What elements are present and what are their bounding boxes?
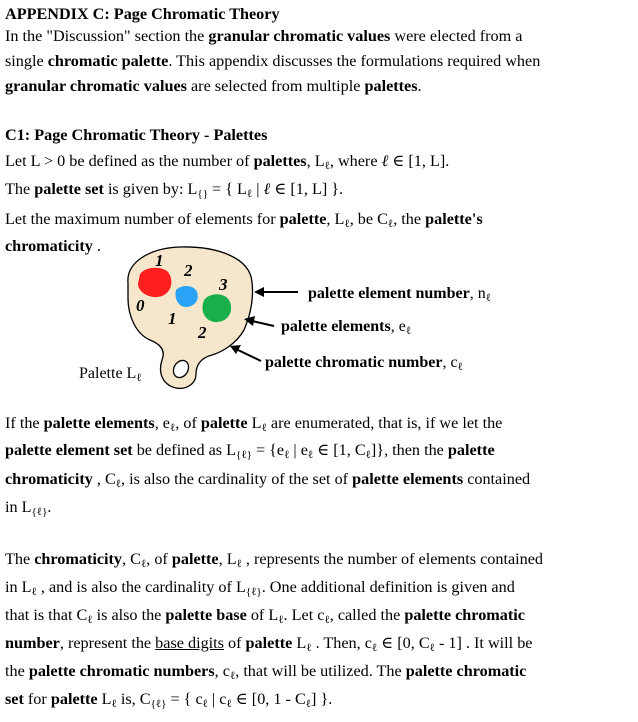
intro-line-2: single chromatic palette. This appendix discusses the formulations required when — [5, 52, 541, 70]
para3-line-1: The chromaticity, $C_\ell$, of palette, $L_\ell$ , represents the number of elements contained — [5, 550, 544, 570]
element-number-label: 1 — [168, 309, 177, 328]
para2-line-4: in $L_{\{\ell\}}$. — [5, 498, 52, 518]
c1-line-c: Let the maximum number of elements for palette, $L_\ell$, be $C_\ell$, the palette's — [5, 210, 483, 230]
para2-line-1: If the palette elements, $e_\ell$, of palette $L_\ell$ are enumerated, that is, if we let the — [5, 414, 503, 434]
element-number-label: 2 — [184, 261, 193, 280]
c1-line-d: chromaticity . — [5, 237, 101, 255]
callout-element-number: palette element number, nℓ — [308, 285, 492, 304]
callout-chromatic-number: palette chromatic number, cℓ — [265, 354, 463, 373]
arrowhead-icon — [230, 345, 241, 354]
paint-blob-green — [202, 294, 231, 322]
appendix-title: APPENDIX C: Page Chromatic Theory — [5, 5, 280, 23]
section-c1-heading: C1: Page Chromatic Theory - Palettes — [5, 126, 268, 144]
c1-line-b: The palette set is given by: $L_{\{\}}$ = { $L_\ell$ | ℓ ∈ [1, L] }. — [5, 180, 344, 200]
para3-line-3: that is that $C_\ell$ is also the palette base of $L_\ell$. Let $c_\ell$, called the palette chromatic — [5, 606, 525, 626]
para3-line-2: in $L_\ell$ , and is also the cardinality of $L_{\{\ell\}}$. One additional definition is given and — [5, 578, 515, 598]
element-number-label: 2 — [198, 323, 207, 342]
c1-line-a: Let L > 0 be defined as the number of palettes, $L_\ell$, where ℓ ∈ [1, L]. — [5, 152, 450, 172]
para2-line-3: chromaticity , $C_\ell$, is also the cardinality of the set of palette elements contained — [5, 470, 531, 490]
palette-label: Palette Lℓ — [79, 365, 142, 384]
palette-figure — [0, 240, 638, 392]
para3-line-5: the palette chromatic numbers, $c_\ell$, that will be utilized. The palette chromatic — [5, 662, 527, 682]
intro-line-3: granular chromatic values are selected from multiple palettes. — [5, 77, 422, 95]
para2-line-2: palette element set be defined as $L_{\{\ell\}} = \{e_\ell$ | $e_\ell$ ∈ [1, $C_\ell$]}, then the palette — [5, 441, 495, 461]
arrow-elements — [252, 321, 274, 326]
arrow-chromatic-number — [238, 350, 261, 361]
paint-blob-red — [138, 268, 171, 297]
element-number-label: 3 — [219, 275, 228, 294]
element-number-label: 1 — [155, 251, 164, 270]
intro-line-1: In the "Discussion" section the granular chromatic values were elected from a — [5, 27, 523, 45]
arrowhead-icon — [254, 287, 264, 297]
element-number-label: 0 — [136, 296, 145, 315]
para3-line-6: set for palette $L_\ell$ is, $C_{\{\ell\}}$ = { $c_\ell$ | $c_\ell$ ∈ [0, $1 - C_\ell$] }. — [5, 690, 333, 710]
callout-elements: palette elements, eℓ — [281, 318, 412, 337]
para3-line-4: number, represent the base digits of palette $L_\ell$ . Then, $c_\ell$ ∈ [0, $C_\ell - 1$] . It will be — [5, 634, 533, 654]
